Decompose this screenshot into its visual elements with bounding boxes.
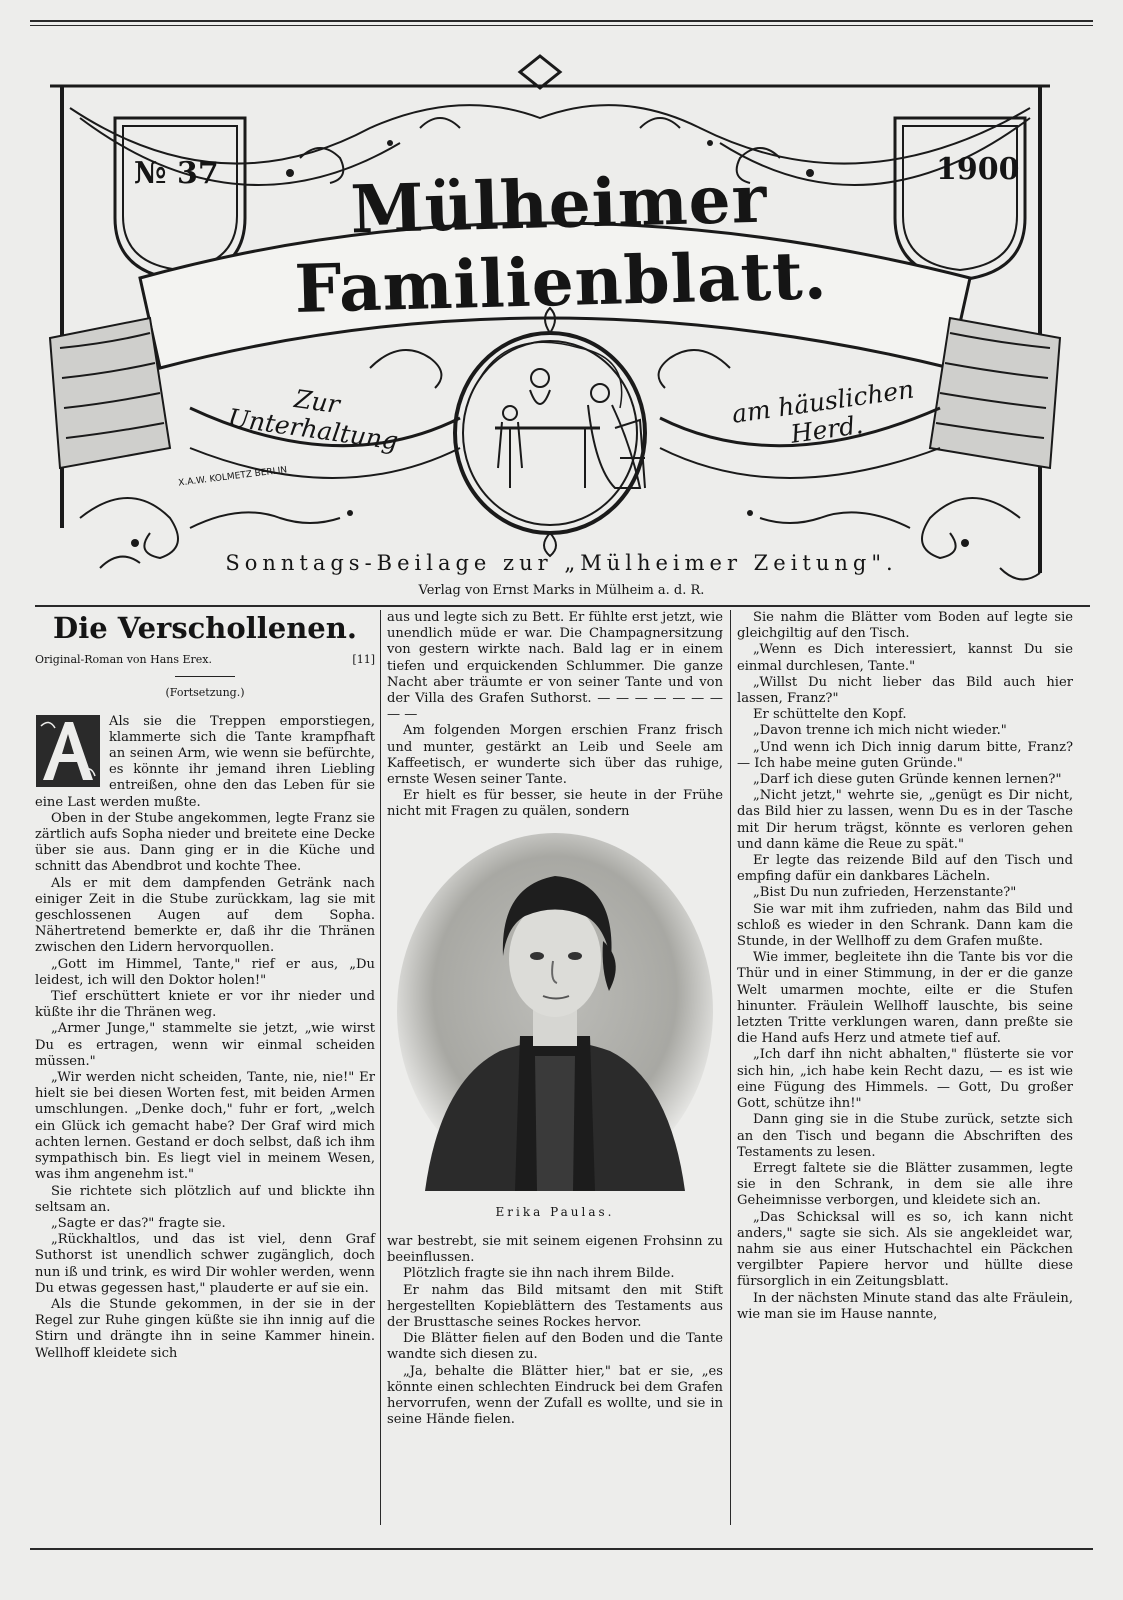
supplement-line: Sonntags-Beilage zur „Mülheimer Zeitung". (225, 551, 898, 575)
story-title: Die Verschollenen. (53, 611, 357, 645)
paragraph: „Nicht jetzt," wehrte sie, „genügt es Dir nicht, das Bild hier zu lassen, wenn Du es in der Tasche mit Dir herum trägst, könnte es verloren gehen und dann käme die Reue zu spät." (737, 788, 1073, 852)
paragraph: Plötzlich fragte sie ihn nach ihrem Bilde. (403, 1266, 675, 1282)
paragraph: In der nächsten Minute stand das alte Fräulein, wie man sie im Hause nannte, (737, 1290, 1073, 1322)
paragraph: „Gott im Himmel, Tante," rief er aus, „Du leidest, ich will den Doktor holen!" (35, 956, 375, 988)
top-rule (30, 20, 1093, 22)
column-rule-2 (730, 610, 731, 1525)
paragraph: Oben in der Stube angekommen, legte Franz sie zärtlich aufs Sopha nieder und breitete eine Decke über sie aus. Dann ging er in die Küche und schnitt das Abendbrot und kochte Thee. (35, 810, 375, 875)
paragraph: „Sagte er das?" fragte sie. (51, 1215, 226, 1231)
paragraph: Wie immer, begleitete ihn die Tante bis vor die Thür und in einer Stimmung, in der er die ganze Welt umarmen mochte, eilte er die Stufen hinunter. Fräulein Wellhoff lauschte, bis seine letzten Tritte verklungen waren, dann preßte sie die Hand aufs Herz und atmete tief auf. (737, 950, 1073, 1047)
newspaper-title: Mülheimer Familienblatt. (293, 159, 829, 328)
paragraph: „Ja, behalte die Blätter hier," bat er sie, „es könnte einen schlechten Eindruck bei dem Grafen hervorrufen, wenn der Zufall es wollte, und sie in seine Hände fielen. (387, 1363, 723, 1428)
short-rule (175, 676, 235, 677)
paragraph: war bestrebt, sie mit seinem eigenen Frohsinn zu beeinflussen. (387, 1234, 723, 1266)
column-1 (35, 610, 375, 1362)
paragraph: aus und legte sich zu Bett. Er fühlte erst jetzt, wie unendlich müde er war. Die Champagnersitzung von gestern wirkte nach. Bald lag er in einem tiefen und erquickenden Schlummer. Die ganze Nacht aber träumte er von seiner Tante und von der Villa des Grafen Suthorst. — — — — — — — — — (387, 610, 723, 723)
paragraph: „Rückhaltlos, und das ist viel, denn Graf Suthorst ist unendlich schwer zugänglich, doch nun iß und trink, es wird Dir wohler werden, wenn Du etwas gegessen hast," plauderte er auf sie ein. (35, 1232, 375, 1296)
paragraph: „Und wenn ich Dich innig darum bitte, Franz? — Ich habe meine guten Gründe." (737, 739, 1073, 771)
masthead-bottom-rule (35, 605, 1090, 607)
motto-left: Zur Unterhaltung (226, 384, 400, 456)
paragraph: Als sie die Treppen emporstiegen, klammerte sich die Tante krampfhaft an seinen Arm, wie wenn sie befürchte, es könnte ihr jemand ihren Liebling entreißen, ohne den das Leben für sie eine Last werden mußte. (35, 713, 375, 810)
bottom-rule (30, 1548, 1093, 1550)
paragraph: „Wenn es Dich interessiert, kannst Du sie einmal durchlesen, Tante." (737, 642, 1073, 674)
paragraph: „Bist Du nun zufrieden, Herzenstante?" (753, 885, 1017, 901)
photo-caption: Erika Paulas. (495, 1204, 615, 1219)
paragraph: „Wir werden nicht scheiden, Tante, nie, nie!" Er hielt sie bei diesen Worten fest, mit beiden Armen umschlungen. „Denke doch," fuhr er fort, „welch ein Glück ich gemacht habe? Der Graf wird mich achten lernen. Gestand er doch selbst, daß ich ihm sympathisch bin. Es liegt viel in meinem Wesen, was ihm angenehm ist." (35, 1070, 375, 1183)
column-3 (737, 610, 1073, 1323)
paragraph: Erregt faltete sie die Blätter zusammen, legte sie in den Schrank, in dem sie alle ihre Geheimnisse verborgen, und kleidete sich an. (737, 1160, 1073, 1209)
publisher-line: Verlag von Ernst Marks in Mülheim a. d. R. (418, 583, 705, 598)
paragraph: Er nahm das Bild mitsamt den mit Stift hergestellten Kopieblättern des Testaments aus der Brusttasche seines Rockes hervor. (387, 1282, 723, 1331)
portrait-photo (395, 831, 715, 1191)
paragraph: Sie nahm die Blätter vom Boden auf legte sie gleichgiltig auf den Tisch. (737, 610, 1073, 642)
paragraph: „Ich darf ihn nicht abhalten," flüsterte sie vor sich hin, „ich habe kein Recht dazu, — es ist wie eine Fügung des Himmels. — Gott, Du großer Gott, schütze ihn!" (737, 1047, 1073, 1112)
paragraph: Er hielt es für besser, sie heute in der Frühe nicht mit Fragen zu quälen, sondern (387, 788, 723, 820)
part-number: [11] (352, 653, 375, 667)
paragraph: Als er mit dem dampfenden Getränk nach einiger Zeit in die Stube zurückkam, lag sie mit geschlossenen Augen auf dem Sopha. Nähertretend bemerkte er, daß ihr die Thränen zwischen den Lidern hervorquollen. (35, 875, 375, 956)
top-rule-thin (30, 25, 1093, 26)
paragraph: Tief erschüttert kniete er vor ihr nieder und küßte ihr die Thränen weg. (35, 989, 375, 1021)
issue-number: № 37 (134, 156, 219, 191)
paragraph: „Davon trenne ich mich nicht wieder." (753, 723, 1007, 739)
motto-right: am häuslichen Herd. (730, 374, 916, 449)
paragraph: Er legte das reizende Bild auf den Tisch und empfing dafür ein dankbares Lächeln. (737, 853, 1073, 885)
drop-cap-ornament (35, 714, 101, 788)
portrait-figure (387, 831, 723, 1196)
paragraph: „Armer Junge," stammelte sie jetzt, „wie wirst Du es ertragen, wenn wir einmal scheiden müssen." (35, 1021, 375, 1069)
paragraph: Die Blätter fielen auf den Boden und die Tante wandte sich diesen zu. (387, 1331, 723, 1363)
paragraph: „Das Schicksal will es so, ich kann nicht anders," sagte sie sich. Als sie angekleidet war, nahm sie aus einer Hutschachtel ein Päckchen vergilbter Papiere hervor und hüllte diese fürsorglich in ein Zeitungsblatt. (737, 1209, 1073, 1290)
column-2 (387, 610, 723, 1428)
issue-year: 1900 (936, 152, 1020, 187)
continuation-note: (Fortsetzung.) (165, 686, 245, 700)
paragraph: Er schüttelte den Kopf. (753, 707, 907, 723)
paragraph: „Willst Du nicht lieber das Bild auch hier lassen, Franz?" (737, 674, 1073, 707)
column-rule-1 (380, 610, 381, 1525)
engraver-signature: X.A.W. KOLMETZ BERLIN (177, 465, 288, 489)
paragraph: Sie war mit ihm zufrieden, nahm das Bild und schloß es wieder in den Schrank. Dann kam die Stunde, in der Wellhoff zu dem Grafen mußte. (737, 901, 1073, 950)
author-line: Original-Roman von Hans Erex. (35, 653, 212, 667)
paragraph: Als die Stunde gekommen, in der sie in der Regel zur Ruhe gingen küßte sie ihn innig auf die Stirn und drängte ihn in seine Kammer hinein. Wellhoff kleidete sich (35, 1296, 375, 1361)
byline (35, 652, 375, 668)
paragraph: „Darf ich diese guten Gründe kennen lernen?" (753, 772, 1062, 788)
paragraph: Sie richtete sich plötzlich auf und blickte ihn seltsam an. (35, 1183, 375, 1215)
paragraph: Am folgenden Morgen erschien Franz frisch und munter, gestärkt an Leib und Seele am Kaffeetisch, er wunderte sich über das ruhige, ernste Wesen seiner Tante. (387, 723, 723, 788)
paragraph: Dann ging sie in die Stube zurück, setzte sich an den Tisch und begann die Abschriften des Testaments zu lesen. (737, 1112, 1073, 1160)
